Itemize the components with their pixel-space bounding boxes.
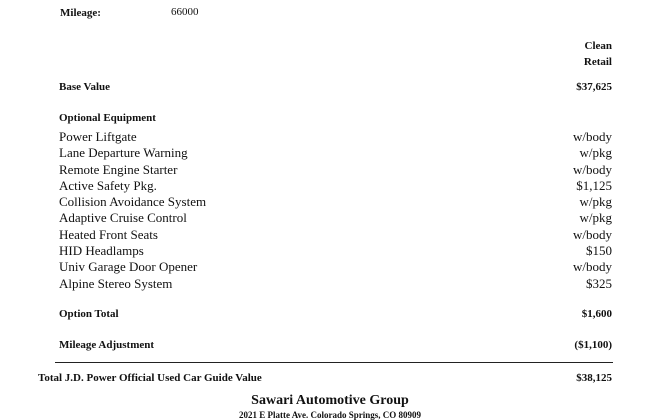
base-value-amount: $37,625 [576, 81, 612, 93]
base-value-row [0, 81, 660, 97]
mileage-label: Mileage: [60, 7, 101, 19]
final-total-row [0, 372, 660, 388]
divider [55, 362, 613, 363]
company-address: 2021 E Platte Ave. Colorado Springs, CO 80909 [238, 410, 422, 420]
option-name: Heated Front Seats [59, 226, 158, 242]
option-name: Adaptive Cruise Control [59, 210, 187, 226]
option-value: $150 [586, 243, 612, 259]
mileage-adjustment-row [0, 339, 660, 355]
mileage-value: 66000 [171, 6, 199, 18]
final-total-label: Total J.D. Power Official Used Car Guide Value [38, 372, 262, 384]
option-value: w/body [573, 161, 612, 177]
option-name: Power Liftgate [59, 129, 137, 144]
company-name: Sawari Automotive Group [251, 393, 409, 408]
option-name: Univ Garage Door Opener [59, 259, 198, 275]
option-name: HID Headlamps [59, 243, 144, 259]
list-item [59, 259, 612, 275]
base-value-label: Base Value [59, 81, 111, 93]
option-total-row [0, 308, 660, 324]
option-total-label: Option Total [59, 308, 119, 320]
column-header-line1: Clean [584, 40, 612, 52]
list-item [59, 145, 612, 161]
option-value: $325 [586, 275, 612, 291]
list-item [59, 129, 612, 145]
final-total-amount: $38,125 [576, 372, 612, 384]
list-item [59, 227, 612, 243]
list-item [59, 243, 612, 259]
list-item [59, 210, 612, 226]
column-header [584, 38, 612, 70]
list-item [59, 194, 612, 210]
option-name: Lane Departure Warning [59, 145, 188, 161]
option-name: Alpine Stereo System [59, 275, 173, 291]
column-header-line2: Retail [583, 56, 612, 68]
option-value: w/pkg [579, 145, 612, 161]
list-item [59, 178, 612, 194]
option-value: $1,125 [576, 177, 612, 193]
option-name: Active Safety Pkg. [59, 177, 157, 193]
optional-equipment-heading: Optional Equipment [59, 112, 156, 124]
option-value: w/pkg [579, 210, 612, 226]
list-item [59, 276, 612, 292]
option-value: w/body [573, 226, 612, 242]
option-name: Remote Engine Starter [59, 161, 178, 177]
option-value: w/body [573, 129, 612, 144]
optional-equipment-list [59, 129, 612, 292]
option-total-amount: $1,600 [581, 308, 612, 320]
option-name: Collision Avoidance System [59, 194, 207, 210]
mileage-adjustment-amount: ($1,100) [574, 339, 612, 351]
option-value: w/pkg [579, 194, 612, 210]
option-value: w/body [573, 259, 612, 275]
mileage-adjustment-label: Mileage Adjustment [59, 339, 155, 351]
list-item [59, 162, 612, 178]
